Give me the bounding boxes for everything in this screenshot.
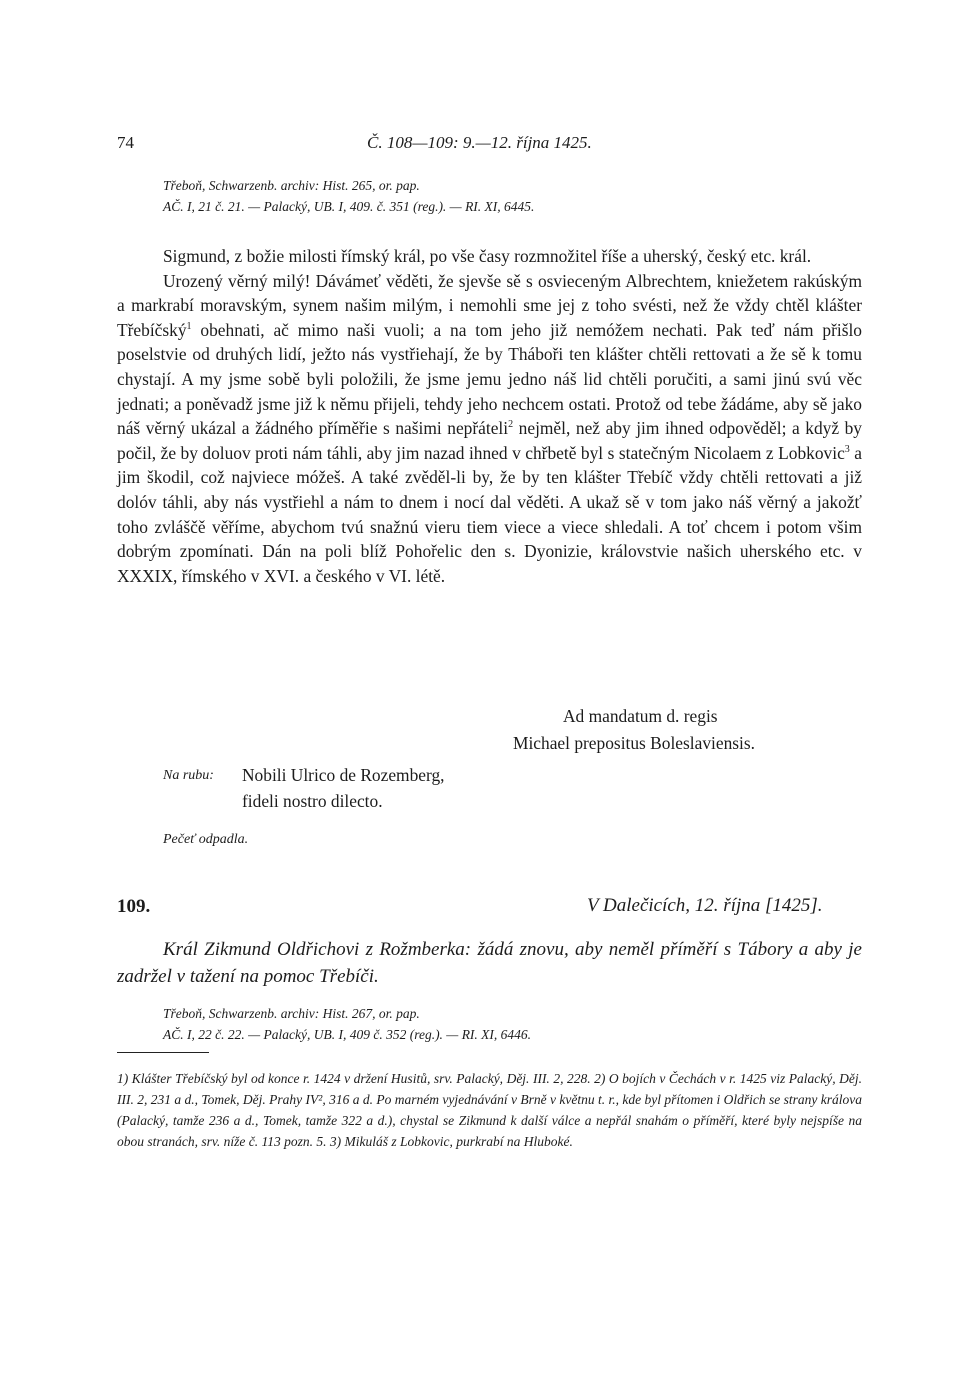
entry-number: 109. <box>117 896 151 917</box>
seal-note: Pečeť odpadla. <box>163 832 249 847</box>
source-line-1: Třeboň, Schwarzenb. archiv: Hist. 265, or. pap. <box>163 178 420 193</box>
letter-body <box>117 244 862 588</box>
intitulation: Sigmund, z božie milosti římský král, po vše časy rozmnožitel říše a uherský, český etc. král. <box>163 246 812 266</box>
letter-text-part-4: a jim škodil, což najviece móžeš. A také zvěděl-li by, že by ten klášter Třebíč vždy chtěli rettovati a již dolóv táhli, aby nás vystřiehl a nám to dnem i nocí dal věděti. A ukaž sě v tom jako náš věrný a jakožť toho zvláščě věříme, abychom tvú snažnú vieru tiem viece a viece shledali. A toť chcem i potom všim dobrým zpomínati. Dán na poli blíž Pohořelic den s. Dyonizie, královstvie našich uherského etc. v XXXIX, římského v XVI. a českého v VI. létě. <box>117 442 862 586</box>
signature-line-1: Ad mandatum d. regis <box>563 706 718 726</box>
letter-text-part-1: Urozený věrný milý! Dávámeť věděti, že sjevše sě s osvieceným Albrechtem, kniežetem rakúským a markrabí moravským, synem našim milým, i nemohli sme jej z toho svésti, než že vždy chtěl klášter Třebíčský <box>117 270 862 340</box>
letter-text-part-2: obehnati, ač mimo naši vuoli; a na tom jeho již nemóžem nechati. Pak teď nám přišlo poselstvie od druhých lidí, ježto nás vystřiehají, že by Tháboři ten klášter chtěli rettovati a že sě k tomu chystají. A my jsme sobě byli položili, že jsme jemu jedno náš lid chtěli poručiti, a sami jinú svú věc jednati; a poněvadž jsme již k němu přijeli, tehdy jeho nechcem ostati. Protož od tebe žádáme, aby sě jako náš věrný ukázal a žádného příměřie s našimi nepřáteli <box>117 319 862 439</box>
entry109-source-line-2: AČ. I, 22 č. 22. — Palacký, UB. I, 409 č. 352 (reg.). — RI. XI, 6446. <box>163 1027 532 1042</box>
entry-place-date: V Dalečicích, 12. října [1425]. <box>587 895 823 916</box>
footnote-ref-3: 3 <box>844 443 850 455</box>
entry-regest <box>117 936 862 990</box>
letter-text-part-3: nejměl, než aby jim ihned odpověděl; a když by počil, že by doluov proti nám táhli, aby jim nazad ihned v chřbetě byl s statečným Nicolaem z Lobkovic <box>117 418 862 463</box>
address-line-2: fideli nostro dilecto. <box>242 791 383 811</box>
address-label: Na rubu: <box>163 768 214 783</box>
regest-text: Král Zikmund Oldřichovi z Rožmberka: žádá znovu, aby neměl příměří s Tábory a aby je zadržel v tažení na pomoc Třebíči. <box>117 939 862 987</box>
footnotes-text: 1) Klášter Třebíčský byl od konce r. 1424 v držení Husitů, srv. Palacký, Děj. III. 2, 228. 2) O bojích v Čechách v r. 1425 viz Palacký, Děj. III. 2, 231 a d., Tomek, Děj. Prahy IV², 316 a d. Po marném vyjednávání v Brně v květnu t. r., kde byl přítomen i Oldřich se strany králova (Palacký, tamže 236 a d., Tomek, tamže 322 a d.), chystal se Zikmund k další válce a nepřál snahám o příměří, které byly nejspíše na obou stranách, srv. níže č. 113 pozn. 5. 3) Mikuláš z Lobkovic, purkrabí na Hluboké. <box>117 1071 862 1149</box>
footnotes <box>117 1068 862 1152</box>
footnote-ref-2: 2 <box>508 419 514 431</box>
footnote-divider <box>117 1052 209 1053</box>
letter-text <box>117 269 862 589</box>
page-number: 74 <box>117 133 134 152</box>
footnote-ref-1: 1 <box>186 320 192 332</box>
source-line-2: AČ. I, 21 č. 21. — Palacký, UB. I, 409. č. 351 (reg.). — RI. XI, 6445. <box>163 199 535 214</box>
running-title: Č. 108—109: 9.—12. října 1425. <box>367 133 592 152</box>
entry109-source-line-1: Třeboň, Schwarzenb. archiv: Hist. 267, or. pap. <box>163 1006 420 1021</box>
address-line-1: Nobili Ulrico de Rozemberg, <box>242 765 445 785</box>
signature-line-2: Michael prepositus Boleslaviensis. <box>513 733 755 753</box>
